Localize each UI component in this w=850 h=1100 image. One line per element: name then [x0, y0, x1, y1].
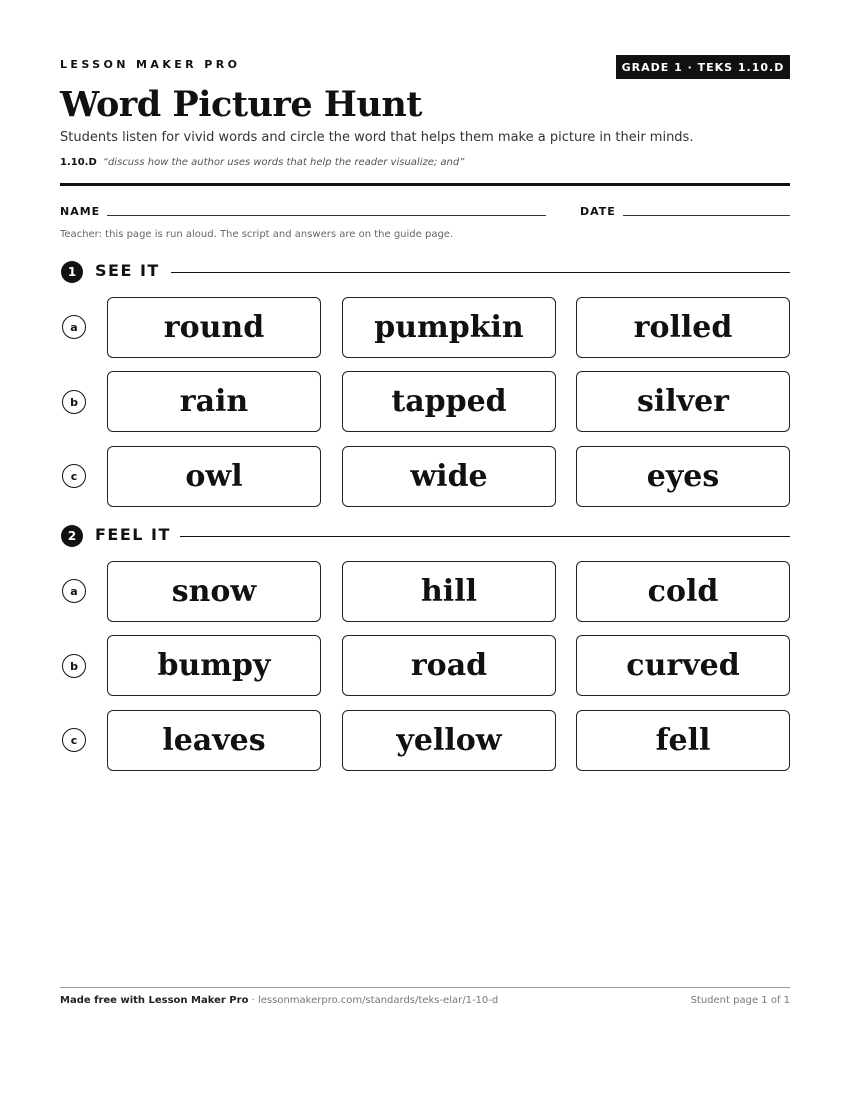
standard-code: 1.10.D	[60, 157, 97, 168]
footer-divider	[60, 987, 790, 988]
word-text: pumpkin	[374, 310, 524, 345]
word-text: tapped	[391, 384, 507, 419]
word-text: rolled	[633, 310, 733, 345]
word-card[interactable]	[576, 635, 790, 696]
date-label: DATE	[580, 205, 616, 218]
grade-badge: GRADE 1 · TEKS 1.10.D	[616, 55, 790, 79]
word-card[interactable]	[576, 446, 790, 507]
word-card[interactable]	[107, 446, 321, 507]
word-card[interactable]	[576, 371, 790, 432]
word-text: wide	[410, 459, 488, 494]
section-title: FEEL IT	[95, 525, 171, 544]
word-card[interactable]	[576, 561, 790, 622]
date-field[interactable]	[623, 215, 790, 216]
word-card[interactable]	[342, 446, 556, 507]
section-number-badge: 2	[61, 525, 83, 547]
row-letter: a	[62, 579, 86, 603]
row-letter: b	[62, 390, 86, 414]
word-card[interactable]	[342, 635, 556, 696]
word-text: eyes	[646, 459, 720, 494]
word-card[interactable]	[107, 635, 321, 696]
section-divider	[171, 272, 790, 273]
word-card[interactable]	[107, 297, 321, 358]
word-card[interactable]	[576, 297, 790, 358]
row-letter: b	[62, 654, 86, 678]
word-card[interactable]	[342, 371, 556, 432]
word-text: round	[163, 310, 265, 345]
word-card[interactable]	[107, 710, 321, 771]
footer-url: · lessonmakerpro.com/standards/teks-elar/1-10-d	[248, 995, 499, 1006]
word-text: fell	[655, 723, 711, 758]
word-text: silver	[636, 384, 729, 419]
row-letter: a	[62, 315, 86, 339]
word-text: cold	[647, 574, 719, 609]
word-card[interactable]	[342, 710, 556, 771]
name-field[interactable]	[107, 215, 546, 216]
word-card[interactable]	[342, 297, 556, 358]
word-text: leaves	[162, 723, 266, 758]
word-text: hill	[420, 574, 477, 609]
header-divider	[60, 183, 790, 186]
word-text: bumpy	[157, 648, 271, 683]
word-text: road	[410, 648, 488, 683]
footer-page-number: Student page 1 of 1	[690, 995, 790, 1006]
word-text: rain	[179, 384, 249, 419]
word-card[interactable]	[107, 371, 321, 432]
standard-line	[60, 157, 464, 168]
footer-made-with: Made free with Lesson Maker Pro	[60, 995, 249, 1006]
section-divider	[180, 536, 790, 537]
word-text: curved	[626, 648, 740, 683]
teacher-note: Teacher: this page is run aloud. The script and answers are on the guide page.	[60, 229, 454, 240]
word-card[interactable]	[576, 710, 790, 771]
word-text: owl	[185, 459, 243, 494]
standard-text: “discuss how the author uses words that help the reader visualize; and”	[102, 157, 465, 168]
word-card[interactable]	[107, 561, 321, 622]
row-letter: c	[62, 464, 86, 488]
word-text: yellow	[396, 723, 502, 758]
footer-credit	[60, 995, 498, 1006]
page-subtitle: Students listen for vivid words and circle the word that helps them make a picture in their minds.	[60, 130, 694, 145]
word-text: snow	[171, 574, 257, 609]
word-card[interactable]	[342, 561, 556, 622]
name-label: NAME	[60, 205, 101, 218]
brand-name: LESSON MAKER PRO	[60, 58, 241, 71]
section-number-badge: 1	[61, 261, 83, 283]
page-title: Word Picture Hunt	[60, 84, 422, 125]
row-letter: c	[62, 728, 86, 752]
section-title: SEE IT	[95, 261, 160, 280]
